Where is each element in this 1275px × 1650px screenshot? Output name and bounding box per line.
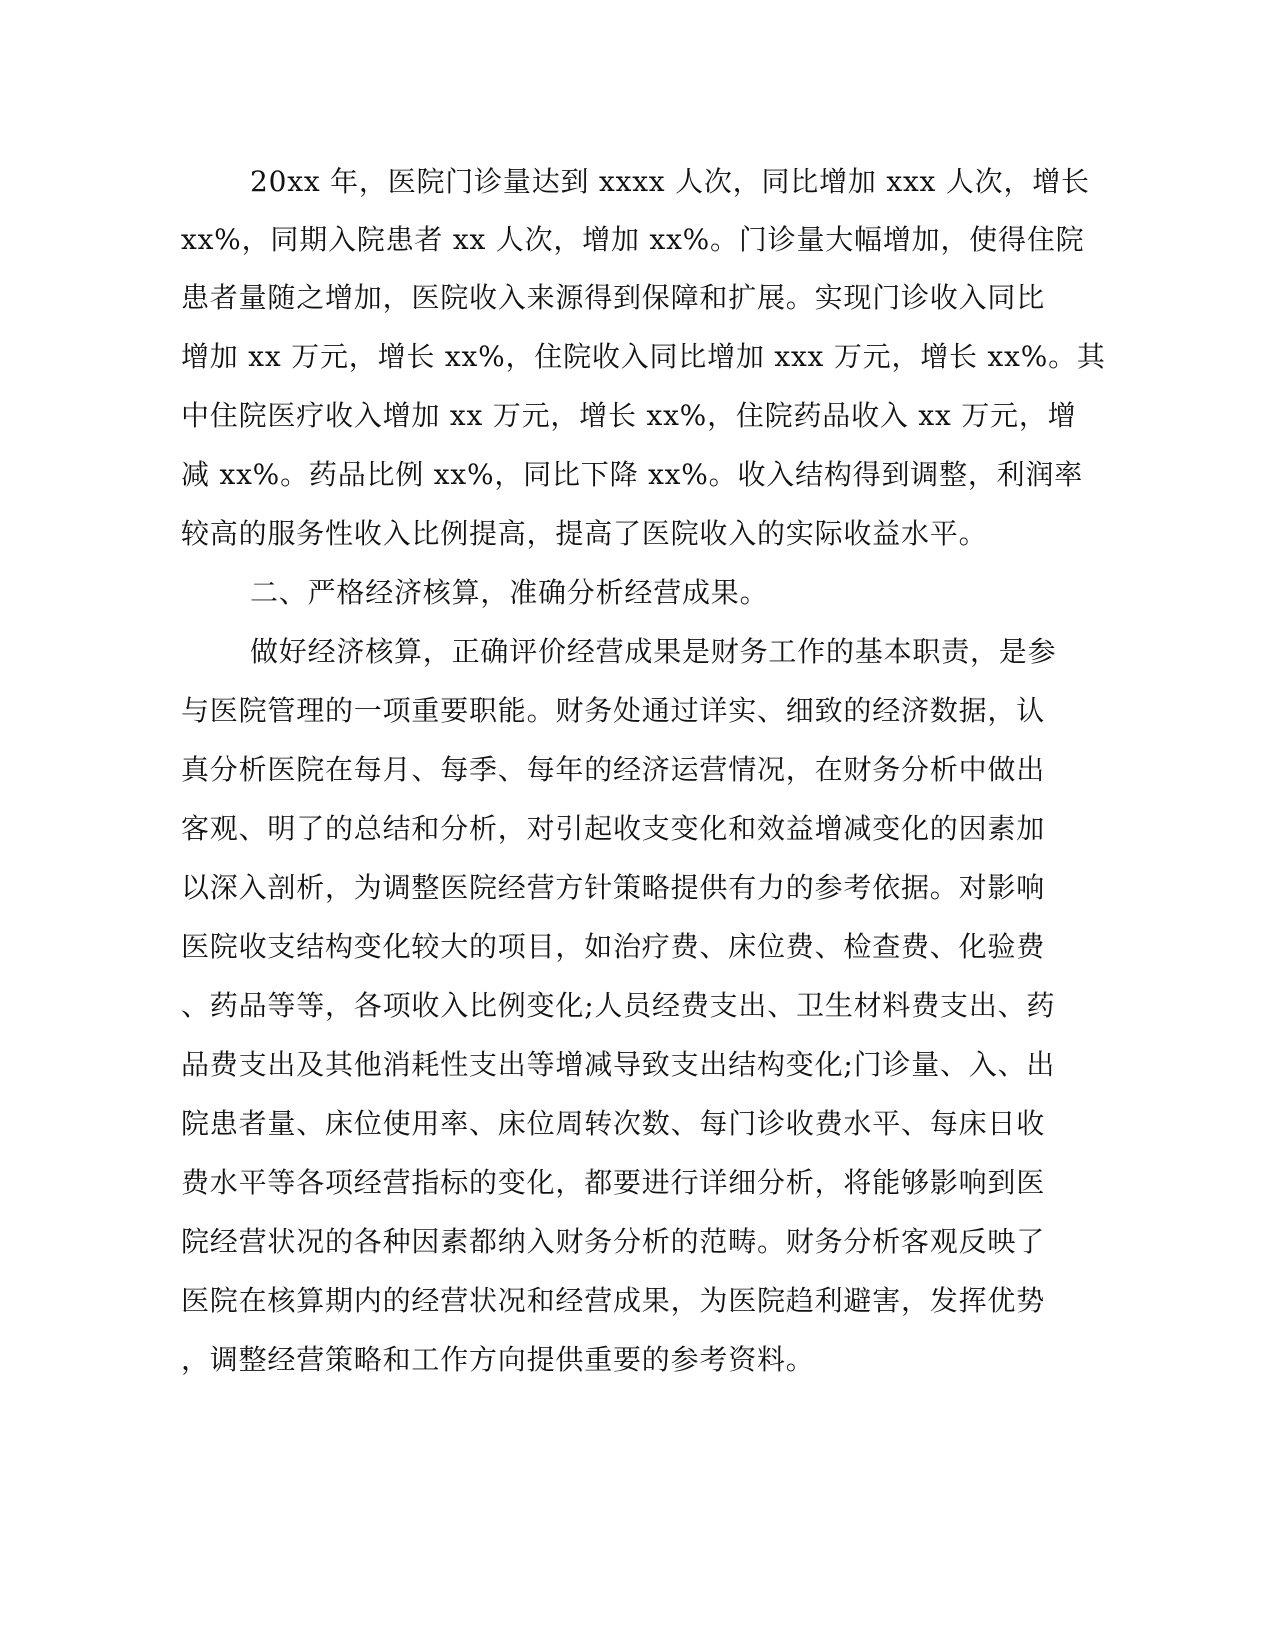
paragraph-2-line-10: 费水平等各项经营指标的变化，都要进行详细分析，将能够影响到医 — [181, 1166, 1046, 1199]
paragraph-2-line-8: 品费支出及其他消耗性支出等增减导致支出结构变化;门诊量、入、出 — [181, 1048, 1056, 1081]
paragraph-2-line-13: ，调整经营策略和工作方向提供重要的参考资料。 — [181, 1343, 815, 1376]
paragraph-2-line-6: 医院收支结构变化较大的项目，如治疗费、床位费、检查费、化验费 — [181, 930, 1046, 963]
paragraph-2-line-3: 真分析医院在每月、每季、每年的经济运营情况，在财务分析中做出 — [181, 753, 1046, 786]
paragraph-1-line-1: 20xx 年，医院门诊量达到 xxxx 人次，同比增加 xxx 人次，增长 — [250, 165, 1090, 198]
paragraph-1-line-4: 增加 xx 万元，增长 xx%，住院收入同比增加 xxx 万元，增长 xx%。其 — [181, 340, 1106, 373]
paragraph-1-line-5: 中住院医疗收入增加 xx 万元，增长 xx%，住院药品收入 xx 万元，增 — [181, 399, 1077, 432]
paragraph-1-line-6: 减 xx%。药品比例 xx%，同比下降 xx%。收入结构得到调整，利润率 — [181, 458, 1084, 491]
paragraph-1-line-2: xx%，同期入院患者 xx 人次，增加 xx%。门诊量大幅增加，使得住院 — [181, 223, 1085, 256]
paragraph-1-line-7: 较高的服务性收入比例提高，提高了医院收入的实际收益水平。 — [181, 517, 988, 550]
paragraph-2-line-2: 与医院管理的一项重要职能。财务处通过详实、细致的经济数据，认 — [181, 694, 1046, 727]
paragraph-2-line-4: 客观、明了的总结和分析，对引起收支变化和效益增减变化的因素加 — [181, 812, 1046, 845]
paragraph-2-line-12: 医院在核算期内的经营状况和经营成果，为医院趋利避害，发挥优势 — [181, 1284, 1046, 1317]
paragraph-2-line-1: 做好经济核算，正确评价经营成果是财务工作的基本职责，是参 — [250, 635, 1057, 668]
paragraph-1-line-3: 患者量随之增加，医院收入来源得到保障和扩展。实现门诊收入同比 — [181, 281, 1046, 314]
section-heading: 二、严格经济核算，准确分析经营成果。 — [250, 576, 769, 609]
paragraph-2-line-5: 以深入剖析，为调整医院经营方针策略提供有力的参考依据。对影响 — [181, 871, 1046, 904]
paragraph-2-line-7: 、药品等等，各项收入比例变化;人员经费支出、卫生材料费支出、药 — [181, 989, 1056, 1022]
paragraph-2-line-11: 院经营状况的各种因素都纳入财务分析的范畴。财务分析客观反映了 — [181, 1225, 1046, 1258]
paragraph-2-line-9: 院患者量、床位使用率、床位周转次数、每门诊收费水平、每床日收 — [181, 1107, 1046, 1140]
